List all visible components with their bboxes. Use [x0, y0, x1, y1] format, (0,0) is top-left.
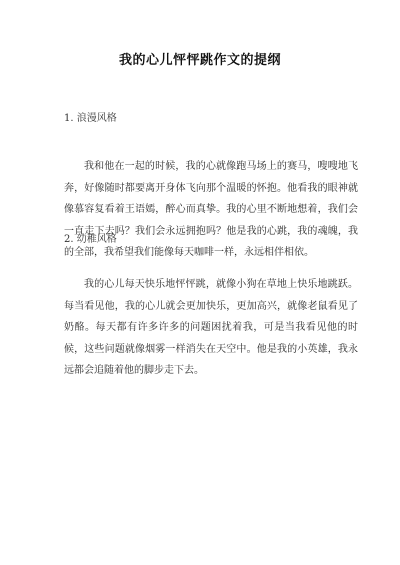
section-paragraph-childish: 我的心儿每天快乐地怦怦跳，就像小狗在草地上快乐地跳跃。每当看见他，我的心儿就会更加快乐，更加高兴，就像老鼠看见了奶酪。每天都有许多许多的问题困扰着我，可是当我看见他的时候，这些问题就像烟雾一样消失在天空中。他是我的小英雄，我永远都会追随着他的脚步走下去。: [64, 279, 358, 376]
document-title: 我的心儿怦怦跳作文的提纲: [118, 53, 281, 68]
section-heading-childish: 2. 幼稚风格: [64, 234, 117, 245]
section-heading-romantic: 1. 浪漫风格: [64, 113, 117, 124]
section-paragraph-romantic: 我和他在一起的时候，我的心就像跑马场上的赛马，嗖嗖地飞奔，好像随时都要离开身体飞向那个温暖的怀抱。他看我的眼神就像慕容复看着王语嫣，醉心而真挚。我的心里不断地想着，我们会一直走下去吗？我们会永远拥抱吗？他是我的心跳，我的魂魄，我的全部，我希望我们能像每天咖啡一样，永远相伴相依。: [64, 161, 358, 258]
